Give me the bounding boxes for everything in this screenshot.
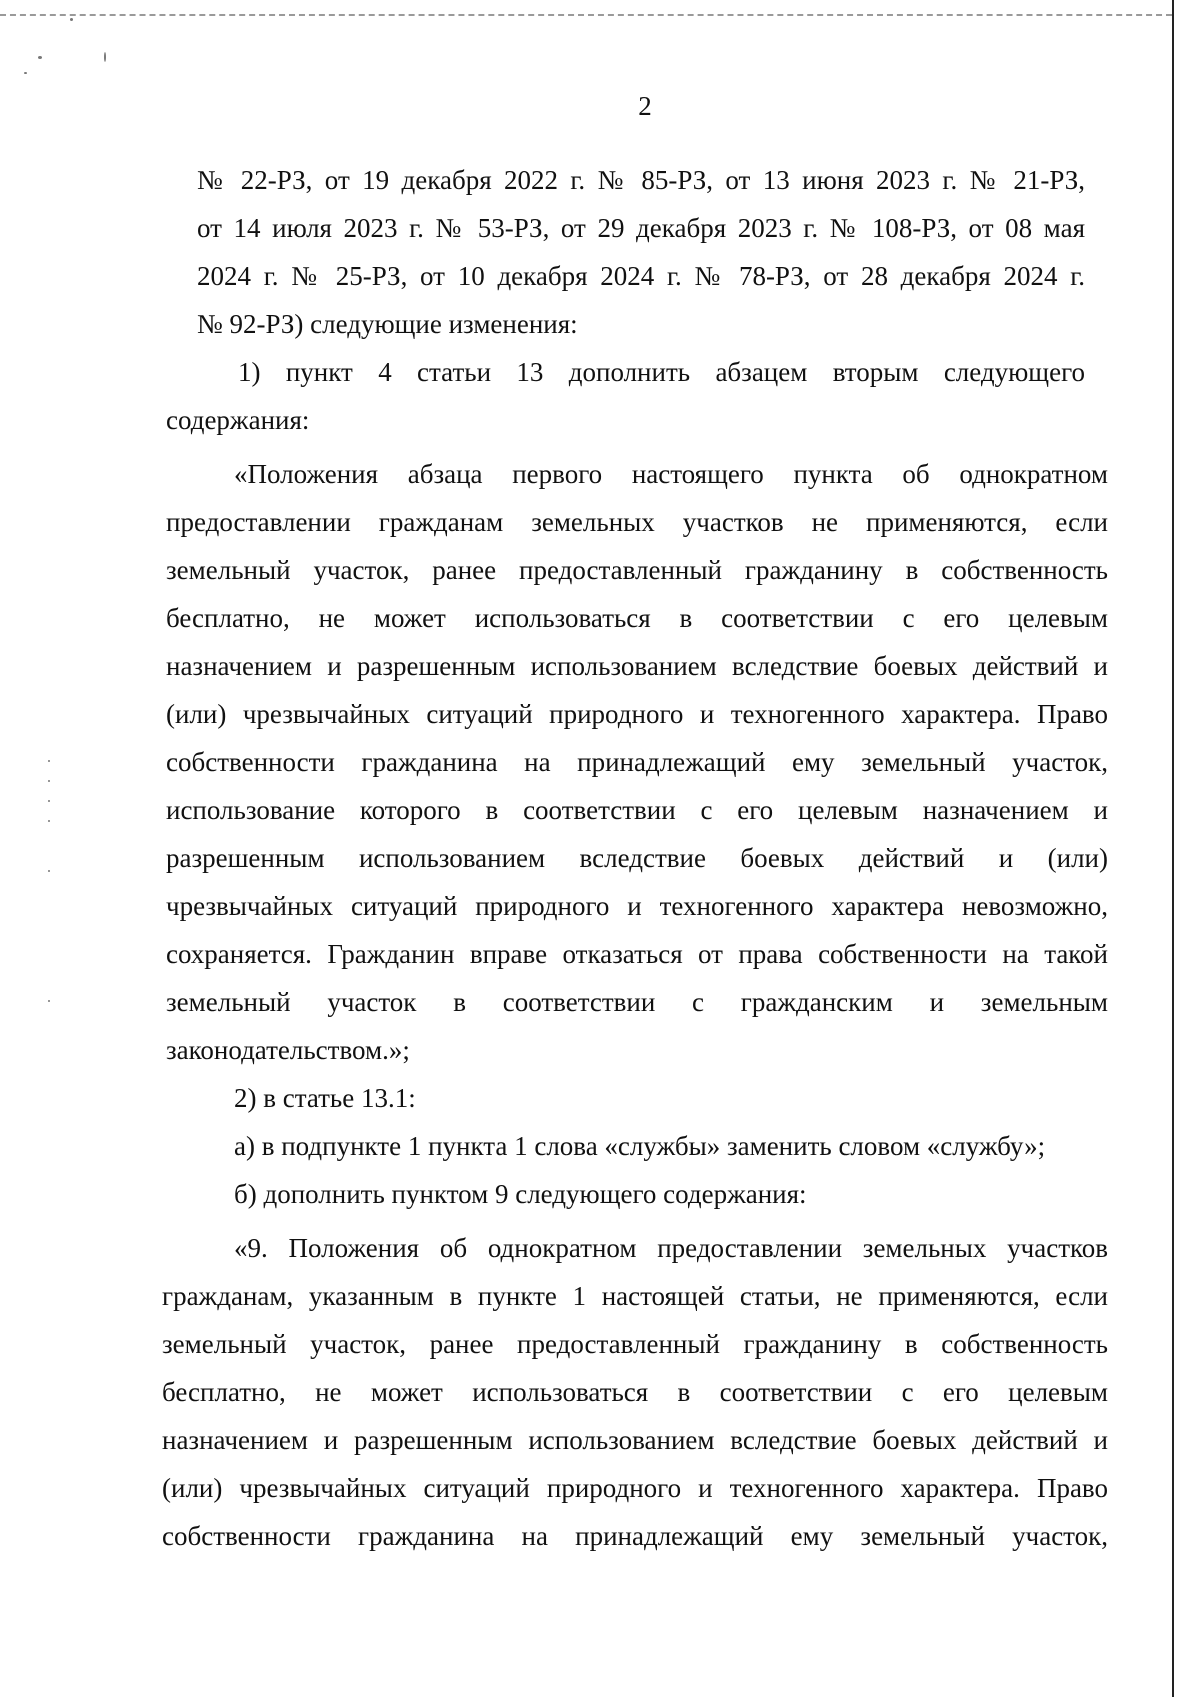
text-line: № 92-РЗ) следующие изменения: — [197, 309, 578, 339]
text-line: «Положения абзаца первого настоящего пункта об однократном — [234, 459, 1108, 489]
scan-speck — [48, 1000, 50, 1002]
text-line: земельный участок, ранее предоставленный гражданину в собственность — [162, 1329, 1108, 1359]
text-line: б) дополнить пунктом 9 следующего содержания: — [234, 1179, 807, 1209]
text-line: разрешенным использованием вследствие боевых действий и (или) — [166, 843, 1108, 873]
text-line: 1) пункт 4 статьи 13 дополнить абзацем вторым следующего — [238, 357, 1085, 387]
text-line: бесплатно, не может использоваться в соответствии с его целевым — [162, 1377, 1108, 1407]
text-line: (или) чрезвычайных ситуаций природного и техногенного характера. Право — [162, 1473, 1108, 1503]
text-line: собственности гражданина на принадлежащий ему земельный участок, — [166, 747, 1108, 777]
text-line: земельный участок в соответствии с гражданским и земельным — [166, 987, 1108, 1017]
text-line: предоставлении гражданам земельных участков не применяются, если — [166, 507, 1108, 537]
text-line: назначением и разрешенным использованием вследствие боевых действий и — [162, 1425, 1108, 1455]
scan-speck — [38, 56, 42, 59]
scan-speck — [48, 800, 50, 802]
scan-speck — [48, 760, 50, 762]
text-line: бесплатно, не может использоваться в соответствии с его целевым — [166, 603, 1108, 633]
text-line: «9. Положения об однократном предоставлении земельных участков — [234, 1233, 1108, 1263]
scan-edge-top — [0, 14, 1172, 16]
text-line: 2024 г. № 25-РЗ, от 10 декабря 2024 г. № 78-РЗ, от 28 декабря 2024 г. — [197, 261, 1085, 291]
text-line: а) в подпункте 1 пункта 1 слова «службы» заменить словом «службу»; — [234, 1131, 1046, 1161]
text-line: гражданам, указанным в пункте 1 настоящей статьи, не применяются, если — [162, 1281, 1108, 1311]
text-line: земельный участок, ранее предоставленный гражданину в собственность — [166, 555, 1108, 585]
scan-speck — [48, 870, 50, 872]
text-line: использование которого в соответствии с его целевым назначением и — [166, 795, 1108, 825]
text-line: собственности гражданина на принадлежащий ему земельный участок, — [162, 1521, 1108, 1551]
text-line: от 14 июля 2023 г. № 53-РЗ, от 29 декабря 2023 г. № 108-РЗ, от 08 мая — [197, 213, 1085, 243]
text-line: 2) в статье 13.1: — [234, 1083, 416, 1113]
text-line: чрезвычайных ситуаций природного и техногенного характера невозможно, — [166, 891, 1108, 921]
text-line: законодательством.»; — [166, 1035, 410, 1065]
page-number: 2 — [638, 91, 652, 121]
scan-speck — [48, 780, 50, 782]
scan-speck — [48, 820, 50, 822]
text-line: № 22-РЗ, от 19 декабря 2022 г. № 85-РЗ, от 13 июня 2023 г. № 21-РЗ, — [197, 165, 1085, 195]
text-line: назначением и разрешенным использованием вследствие боевых действий и — [166, 651, 1108, 681]
scan-speck — [24, 72, 27, 74]
text-line: сохраняется. Гражданин вправе отказаться от права собственности на такой — [166, 939, 1108, 969]
scan-speck — [104, 52, 106, 62]
scan-speck — [70, 18, 73, 21]
text-line: (или) чрезвычайных ситуаций природного и техногенного характера. Право — [166, 699, 1108, 729]
scan-edge-right — [1172, 0, 1174, 1697]
text-line: содержания: — [166, 405, 310, 435]
